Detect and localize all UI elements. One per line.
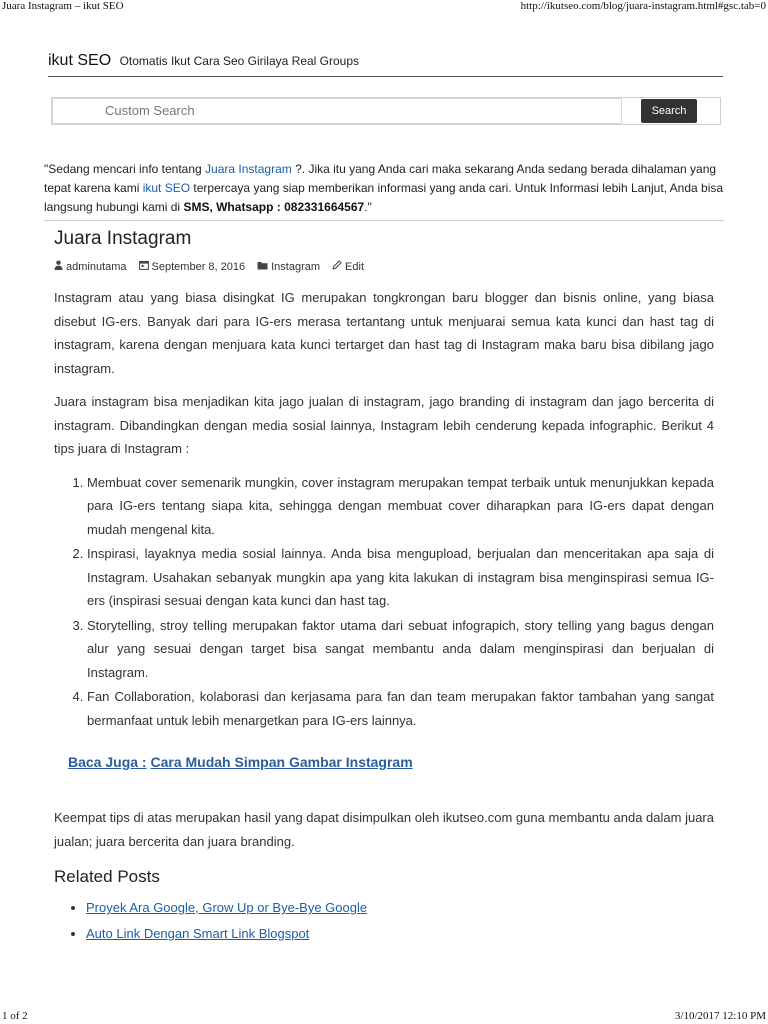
meta-category[interactable] (257, 261, 320, 273)
intro-contact: SMS, Whatsapp : 082331664567 (183, 200, 365, 214)
search-box (51, 97, 721, 125)
pencil-icon (332, 260, 342, 273)
related-post-link[interactable]: Proyek Ara Google, Grow Up or Bye-Bye Google (86, 900, 368, 915)
search-input[interactable]: Custom Search (52, 98, 622, 124)
tips-list (54, 471, 714, 733)
baca-juga-label: Baca Juga : (68, 754, 147, 770)
related-posts-list (54, 895, 714, 947)
meta-author-name: adminutama (66, 261, 127, 273)
paragraph: Juara instagram bisa menjadikan kita jago jualan di instagram, jago branding di instagram dan jago bercerita di instagram. Dibandingkan dengan media sosial lainnya, Instagram lebih cenderung kepada infographic. Berikut 4 tips juara di Instagram : (54, 394, 714, 456)
print-header (0, 0, 768, 14)
print-page-number: 1 of 2 (2, 1010, 28, 1022)
print-footer (0, 1008, 768, 1024)
site-tagline: Otomatis Ikut Cara Seo Girilaya Real Groups (119, 54, 360, 68)
intro-text-4: ." (364, 200, 372, 214)
print-timestamp: 3/10/2017 12:10 PM (674, 1010, 766, 1022)
intro-link-ikut-seo[interactable]: ikut SEO (142, 181, 191, 195)
list-item: 1. Membuat cover semenarik mungkin, cover instagram merupakan tempat terbaik untuk menunjukkan kepada para IG-ers tentang siapa kita, sehingga dengan membuat cover diharapkan para IG-ers dapat dengan mudah mengenal kita. (87, 471, 714, 542)
meta-edit[interactable] (332, 260, 364, 273)
search-button[interactable]: Search (641, 99, 697, 123)
intro-text-2: ?. Jika itu yang Anda cari maka sekarang Anda sedang berada dihalaman yang tepat karena kami (44, 162, 717, 195)
meta-author[interactable] (54, 260, 127, 273)
post-meta (54, 260, 714, 273)
intro-text-1: "Sedang mencari info tentang (44, 162, 206, 176)
intro-notice (44, 160, 724, 221)
print-page-url: http://ikutseo.com/blog/juara-instagram.html#gsc.tab=0 (520, 0, 766, 12)
list-item (86, 921, 714, 947)
paragraph: Instagram atau yang biasa disingkat IG merupakan tongkrongan baru blogger dan bisnis online, yang biasa disebut IG-ers. Banyak dari para IG-ers merasa tertantang untuk menjuarai semua kata kunci dan hast tag di instagram, karena dengan menjuara kata kunci tertarget dan hast tag di Instagram maka baru bisa dibilang jago instagram. (54, 290, 714, 376)
list-item: 2. Inspirasi, layaknya media sosial lainnya. Anda bisa mengupload, berjualan dan menceritakan apa saja di Instagram. Usahakan sebanyak mungkin apa yang kita lakukan di instagram bisa menginspirasi semua IG-ers (inspirasi sesuai dengan kata kunci dan hast tag. (87, 542, 714, 613)
post-title: Juara Instagram (54, 228, 192, 249)
closing-paragraph: Keempat tips di atas merupakan hasil yang dapat disimpulkan oleh ikutseo.com guna membantu anda dalam juara jualan; juara bercerita dan juara branding. (54, 810, 714, 849)
list-item (86, 895, 714, 921)
meta-date (139, 260, 246, 273)
list-item: 4. Fan Collaboration, kolaborasi dan kerjasama para fan dan team merupakan faktor tambahan yang sangat bermanfaat untuk lebih menargetkan para IG-ers lainnya. (87, 685, 714, 732)
meta-date-text: September 8, 2016 (151, 261, 246, 273)
related-post-link[interactable]: Auto Link Dengan Smart Link Blogspot (86, 926, 310, 941)
meta-category-text: Instagram (271, 260, 321, 273)
baca-juga (68, 754, 714, 770)
related-posts-title: Related Posts (54, 867, 160, 886)
folder-icon (257, 261, 268, 273)
intro-link-juara-instagram[interactable]: Juara Instagram (205, 162, 292, 176)
post-content (54, 286, 714, 853)
meta-edit-text: Edit (345, 261, 365, 273)
site-title[interactable]: ikut SEO (48, 52, 112, 69)
baca-juga-link[interactable]: Cara Mudah Simpan Gambar Instagram (150, 754, 413, 770)
intro-text-3: terpercaya yang siap memberikan informasi yang anda cari. Untuk Informasi lebih Lanjut, Anda bisa langsung hubungi kami di (44, 181, 724, 214)
calendar-icon (139, 260, 149, 273)
site-header (48, 52, 723, 77)
print-page-title: Juara Instagram – ikut SEO (2, 0, 124, 12)
post (54, 224, 714, 947)
list-item: 3. Storytelling, stroy telling merupakan faktor utama dari sebuat infograpich, story telling yang bagus dengan alur yang sesuai dengan target bisa sangat membantu anda dalam menginspirasi dan berjualan di Instagram. (87, 614, 714, 685)
user-icon (54, 260, 63, 273)
